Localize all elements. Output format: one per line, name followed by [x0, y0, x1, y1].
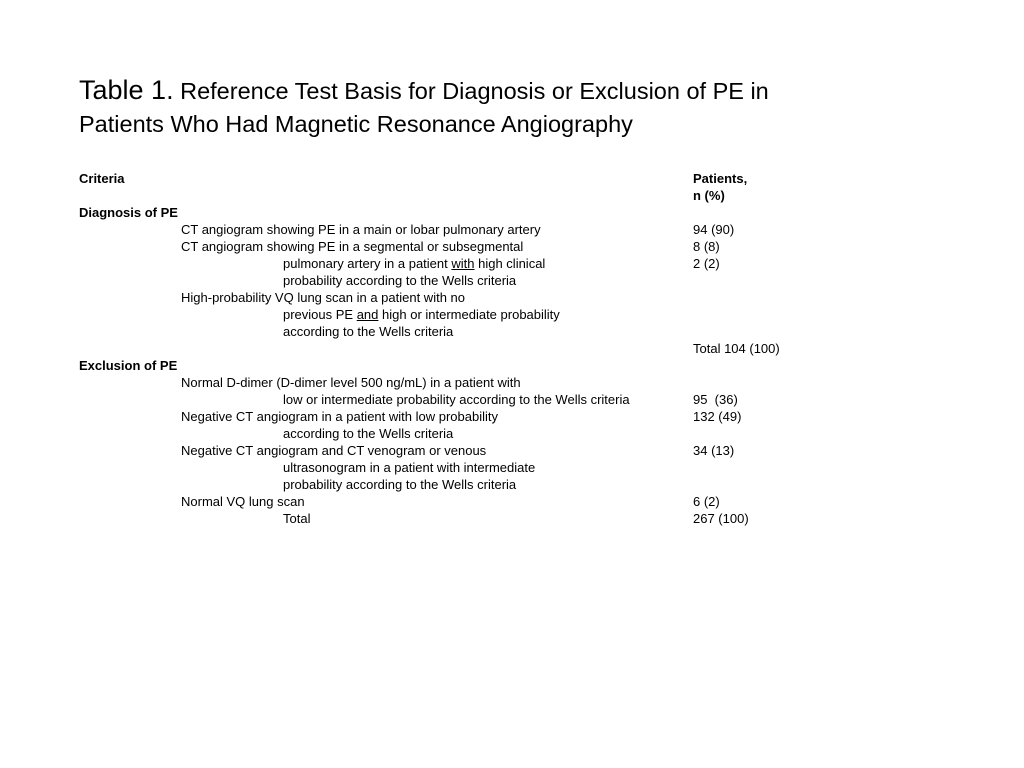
exclusion-criterion-1-continuation: low or intermediate probability according to the Wells criteria: [283, 392, 630, 407]
diagnosis-criterion-3-continuation: [283, 306, 560, 323]
diagnosis-criterion-1: CT angiogram showing PE in a main or lobar pulmonary artery: [181, 222, 541, 237]
exclusion-criterion-3-continuation-2: probability according to the Wells criteria: [283, 477, 517, 492]
criterion-text: pulmonary artery in a patient: [283, 256, 452, 271]
exclusion-criterion-2-continuation: according to the Wells criteria: [283, 426, 454, 441]
criterion-text: high clinical: [474, 256, 546, 271]
exclusion-criterion-1: Normal D-dimer (D-dimer level 500 ng/mL) in a patient with: [181, 375, 521, 390]
diagnosis-criterion-2-continuation: [283, 255, 545, 272]
diagnosis-section-heading: Diagnosis of PE: [79, 205, 178, 220]
diagnosis-criterion-2-continuation-2: probability according to the Wells criteria: [283, 273, 517, 288]
exclusion-criterion-4-value: 6 (2): [693, 494, 720, 509]
emphasis-and: and: [356, 307, 379, 322]
criterion-text: previous PE: [283, 307, 357, 322]
criteria-column-header: Criteria: [79, 171, 125, 186]
diagnosis-criterion-3: High-probability VQ lung scan in a patient with no: [181, 290, 465, 305]
exclusion-criterion-2: Negative CT angiogram in a patient with low probability: [181, 409, 498, 424]
exclusion-total-value: 267 (100): [693, 511, 749, 526]
criterion-text: high or intermediate probability: [378, 307, 560, 322]
table-number-label: Table 1.: [79, 75, 174, 105]
exclusion-section-heading: Exclusion of PE: [79, 358, 178, 373]
diagnosis-criterion-2: CT angiogram showing PE in a segmental or subsegmental: [181, 239, 524, 254]
diagnosis-criterion-2b-value: 2 (2): [693, 256, 720, 271]
exclusion-criterion-3: Negative CT angiogram and CT venogram or venous: [181, 443, 487, 458]
exclusion-total-label: Total: [283, 511, 311, 526]
exclusion-criterion-2-value: 132 (49): [693, 409, 742, 424]
patients-column-header: Patients,: [693, 171, 748, 186]
exclusion-criterion-4: Normal VQ lung scan: [181, 494, 305, 509]
exclusion-criterion-1-value: 95 (36): [693, 392, 738, 407]
patients-column-header-unit: n (%): [693, 188, 725, 203]
table-title-text: Reference Test Basis for Diagnosis or Exclusion of PE in Patients Who Had Magnetic Resonance Angiography: [79, 78, 769, 137]
diagnosis-criterion-2-value: 8 (8): [693, 239, 720, 254]
diagnosis-total: Total 104 (100): [693, 341, 780, 356]
exclusion-criterion-3-value: 34 (13): [693, 443, 735, 458]
diagnosis-criterion-3-continuation-2: according to the Wells criteria: [283, 324, 454, 339]
exclusion-criterion-3-continuation: ultrasonogram in a patient with intermediate: [283, 460, 536, 475]
diagnosis-criterion-1-value: 94 (90): [693, 222, 735, 237]
emphasis-with: with: [451, 256, 475, 271]
